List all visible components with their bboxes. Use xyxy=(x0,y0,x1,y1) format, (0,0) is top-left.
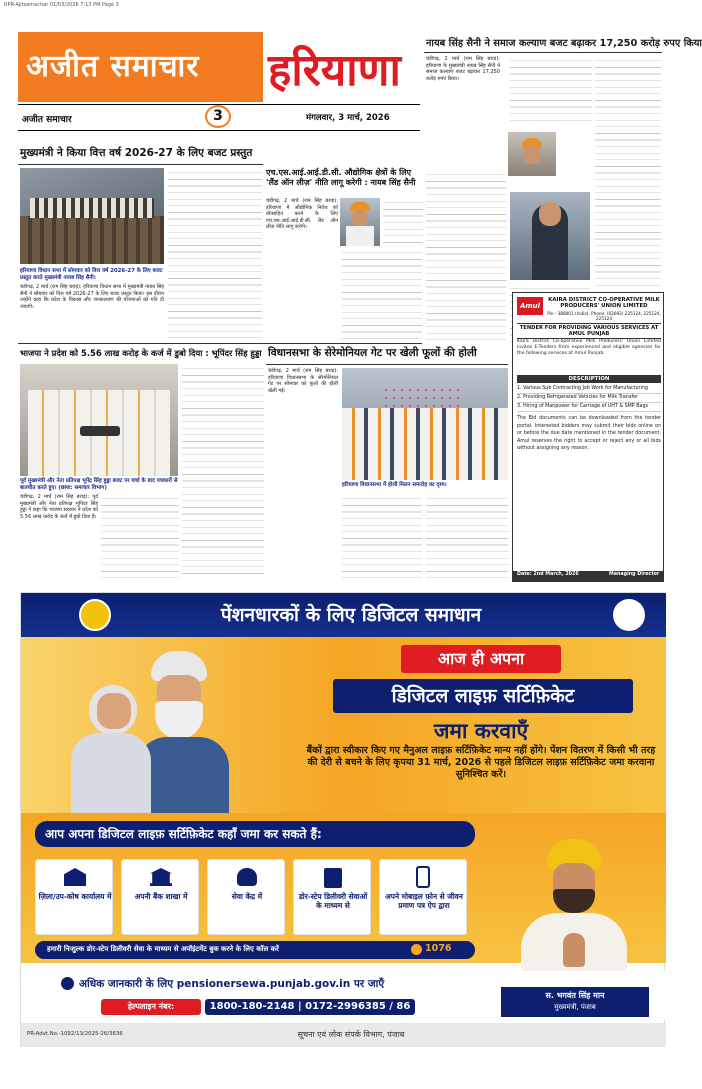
social-welfare-col3 xyxy=(595,56,661,286)
holi-caption: हरियाणा विधानसभा में होली मिलन समारोह का दृश्य। xyxy=(342,482,447,488)
building-icon xyxy=(64,868,86,886)
masthead xyxy=(18,32,420,102)
cm-hands xyxy=(563,933,585,967)
holi-body xyxy=(268,368,338,578)
ad-emblem-left xyxy=(79,599,111,631)
budget-headline: मुख्यमंत्री ने किया वित्त वर्ष 2026-27 के लिए बजट प्रस्तुत xyxy=(20,147,253,159)
social-welfare-col2 xyxy=(510,56,592,126)
ad-line3: जमा करवाएँ xyxy=(433,719,529,743)
info-icon xyxy=(61,977,74,990)
pension-ad xyxy=(20,592,665,1047)
ai-lab-photo xyxy=(340,198,380,246)
face xyxy=(524,146,540,164)
opposition-mics xyxy=(80,426,120,436)
tender-org: KAIRA DISTRICT CO-OPERATIVE MILK PRODUCERS' UNION LIMITED xyxy=(548,297,660,310)
social-welfare-rule xyxy=(424,52,662,53)
assembly-photo xyxy=(20,168,164,264)
assembly-benches xyxy=(20,216,164,264)
option-label: सेवा केंद्र में xyxy=(231,892,263,901)
ai-lab-col3 xyxy=(383,198,423,248)
ai-lab-body xyxy=(266,198,338,340)
doorstep-text: हमारी निःशुल्क डोर-स्टेप डिलीवरी सेवा के माध्यम से अपॉइंटमेंट बुक करने के लिए कॉल करें xyxy=(47,945,279,953)
cm-portrait-small xyxy=(508,132,556,176)
doorstep-number: 1076 xyxy=(425,943,452,954)
opposition-body xyxy=(20,494,98,578)
holi-photo xyxy=(342,368,508,480)
tender-address: Pin - 388001 (India), Phone: (02692) 225124, 225124, 225124 xyxy=(547,311,661,321)
option-mobile-app xyxy=(379,859,467,935)
budget-body xyxy=(20,284,164,340)
tender-items xyxy=(517,385,661,412)
masthead-name-left: अजीत समाचार xyxy=(26,49,200,84)
cm-title: मुख्यमंत्री, पंजाब xyxy=(554,1003,596,1011)
option-district-office xyxy=(35,859,113,935)
budget-col-right xyxy=(168,168,262,340)
door-icon xyxy=(324,868,342,888)
ad-footer-center: सूचना एवं लोक संपर्क विभाग, पंजाब xyxy=(297,1030,405,1039)
opposition-col3 xyxy=(182,364,264,578)
tender-date: Date: 2nd March, 2026 xyxy=(517,572,579,577)
option-bank-branch xyxy=(121,859,199,935)
ai-lab-body-text: चंडीगढ़, 2 मार्च (राम सिंह बराड़): हरियाणा में औद्योगिक निवेश को प्रोत्साहित करने के लिए एच.एस.आई.आई.डी.सी. लैंड ऑन लीज़ नीति लागू करेगी। xyxy=(266,198,338,231)
print-mark: RPR-Ajitsamachar 01/03/2026 7:13 PM Page 3 xyxy=(4,2,119,8)
info-text: अधिक जानकारी के लिए pensionersewa.punjab.gov.in पर जाएँ xyxy=(79,978,385,990)
holi-rule xyxy=(266,364,508,365)
opposition-caption: पूर्व मुख्यमंत्री और नेता प्रतिपक्ष भूपेंद्र सिंह हुड्डा बजट पर चर्चा के बाद पत्रकारों से बातचीत करते हुए। (छाया: समाचार विभाग) xyxy=(20,478,178,491)
helpline-label: हेल्पलाइन नंबर: xyxy=(101,999,201,1015)
ad-line1: आज ही अपना xyxy=(401,645,561,673)
ad-footer-left: PR-Advt.No.-1092/13/2025-26/3636 xyxy=(27,1031,123,1037)
amul-logo: Amul xyxy=(517,297,543,315)
tender-item: 1. Various Sub Contracting Job Work for Manufacturing xyxy=(517,385,661,394)
option-doorstep xyxy=(293,859,371,935)
woman-body xyxy=(71,733,151,813)
budget-caption: हरियाणा विधान सभा में सोमवार को वित्त वर्ष 2026-27 के लिए बजट प्रस्तुत करते मुख्यमंत्री नायब सिंह सैनी। xyxy=(20,268,163,281)
holi-body-text: चंडीगढ़, 2 मार्च (राम सिंह बराड़): हरियाणा विधानसभा के सेरेमोनियल गेट पर सोमवार को फूलों की होली खेली गई। xyxy=(268,368,338,394)
where-title: आप अपना डिजिटल लाइफ़ सर्टिफ़िकेट कहाँ जमा कर सकते हैं: xyxy=(35,821,475,847)
masthead-name-right: हरियाणा xyxy=(268,45,401,96)
tender-desc-head: DESCRIPTION xyxy=(517,375,661,383)
tender-signatory: Managing Director xyxy=(609,572,660,577)
man-beard xyxy=(155,701,203,739)
option-label: अपने मोबाइल फ़ोन से जीवन प्रमाण पत्र ऐप द्वारा xyxy=(385,892,463,910)
tender-title: TENDER FOR PROVIDING VARIOUS SERVICES AT AMUL PUNJAB xyxy=(517,323,661,339)
social-welfare-col1 xyxy=(426,56,500,166)
cm-name: स. भगवंत सिंह मान xyxy=(545,991,605,1000)
option-label: अपनी बैंक शाखा में xyxy=(134,892,188,901)
holi-col2 xyxy=(342,494,422,578)
option-seva-kendra xyxy=(207,859,285,935)
social-welfare-body-text: चंडीगढ़, 2 मार्च (राम सिंह बराड़): हरियाणा के मुख्यमंत्री नायब सिंह सैनी ने समाज कल्याण बजट बढ़ाकर 17,250 करोड़ रुपए किया। xyxy=(426,56,500,82)
woman-face xyxy=(97,693,131,729)
couple-photo xyxy=(41,645,281,813)
masthead-rule-bottom xyxy=(18,130,420,131)
helpline-number: 1800-180-2148 | 0172-2996385 / 86 xyxy=(205,999,415,1015)
option-label: ज़िला/उप-कोष कार्यालय में xyxy=(38,892,112,901)
ad-title: पेंशनधारकों के लिए डिजिटल समाधान xyxy=(220,604,482,626)
opposition-col2 xyxy=(101,494,179,578)
holi-headline: विधानसभा के सेरेमोनियल गेट पर खेली फूलों की होली xyxy=(268,347,477,359)
cm-beard xyxy=(553,889,595,913)
ad-message: बैंकों द्वारा स्वीकार किए गए मैनुअल लाइफ़ सर्टिफ़िकेट मान्य नहीं होंगे। पेंशन वितरण में किसी भी तरह की देरी से बचने के लिए कृपया 31 मार्च, 2026 से पहले डिजिटल लाइफ़ सर्टिफ़िकेट जमा करवाना सुनिश्चित करें। xyxy=(306,745,656,780)
ad-emblem-right xyxy=(613,599,645,631)
social-welfare-headline: नायब सिंह सैनी ने समाज कल्याण बजट बढ़ाकर 17,250 करोड़ रुपए किया xyxy=(426,38,702,49)
opposition-body-text: चंडीगढ़, 2 मार्च (राम सिंह बराड़): पूर्व मुख्यमंत्री और नेता प्रतिपक्ष भूपिंदर सिंह हुड्डा ने कहा कि भाजपा सरकार ने प्रदेश को 5.56 लाख करोड़ के कर्ज में डुबो दिया है। xyxy=(20,494,98,520)
budget-body-text: चंडीगढ़, 2 मार्च (राम सिंह बराड़): हरियाणा विधान सभा में मुख्यमंत्री नायब सिंह सैनी ने सोमवार को वित्त वर्ष 2026-27 के लिए बजट प्रस्तुत किया। इस दौरान उन्होंने कहा कि प्रदेश के विकास और जनकल्याण की योजनाओं को गति दी जाएगी। xyxy=(20,284,164,310)
ai-lab-headline: एच.एस.आई.आई.डी.सी. औद्योगिक क्षेत्रों के लिए 'लैंड ऑन लीज़' नीति लागू करेगी : नायब सिंह सैनी xyxy=(266,168,416,187)
budget-rule xyxy=(18,164,263,165)
ai-lab-body xyxy=(346,226,374,246)
holi-petals xyxy=(382,386,462,412)
face-2 xyxy=(539,202,561,226)
opposition-photo xyxy=(20,364,178,476)
mid-rule xyxy=(18,343,422,344)
page-number: 3 xyxy=(205,105,231,128)
publication-label: अजीत समाचार xyxy=(22,115,72,125)
social-welfare-cols xyxy=(426,170,506,345)
assembly-people xyxy=(30,198,154,218)
holi-col3 xyxy=(426,494,508,578)
tender-item: 2. Providing Refrigerated Vehicles for Milk Transfer xyxy=(517,394,661,403)
ai-lab-col2 xyxy=(342,248,422,340)
tender-intro: Kaira District Co-operative Milk Producers' Union Limited invites E-Tenders from experienced and eligible agencies for the following services at Amul Punjab. xyxy=(517,339,661,356)
option-label: डोर-स्टेप डिलीवरी सेवाओं के माध्यम से xyxy=(298,892,368,910)
bank-icon xyxy=(150,868,172,886)
tender-item: 3. Hiring of Manpower for Carriage of UHT & SMP Bags xyxy=(517,403,661,412)
phone-icon xyxy=(411,944,422,955)
holi-crowd xyxy=(342,408,508,480)
hand-icon xyxy=(237,868,257,886)
tender-note: The Bid documents can be downloaded from the tender portal. Interested bidders may submit their bids online on or before the due date mentioned in the tender document. Amul reserves the right to accept or reject any or all bids without assigning any reason. xyxy=(517,416,661,452)
minister-photo xyxy=(510,192,590,280)
opposition-headline: भाजपा ने प्रदेश को 5.56 लाख करोड़ के कर्ज में डुबो दिया : भूपिंदर सिंह हुड्डा xyxy=(20,348,262,358)
ai-lab-face xyxy=(352,210,368,226)
date-label: मंगलवार, 3 मार्च, 2026 xyxy=(306,113,390,123)
tender-box xyxy=(512,292,664,582)
ad-line2: डिजिटल लाइफ़ सर्टिफ़िकेट xyxy=(333,679,633,713)
mobile-icon xyxy=(416,866,430,888)
